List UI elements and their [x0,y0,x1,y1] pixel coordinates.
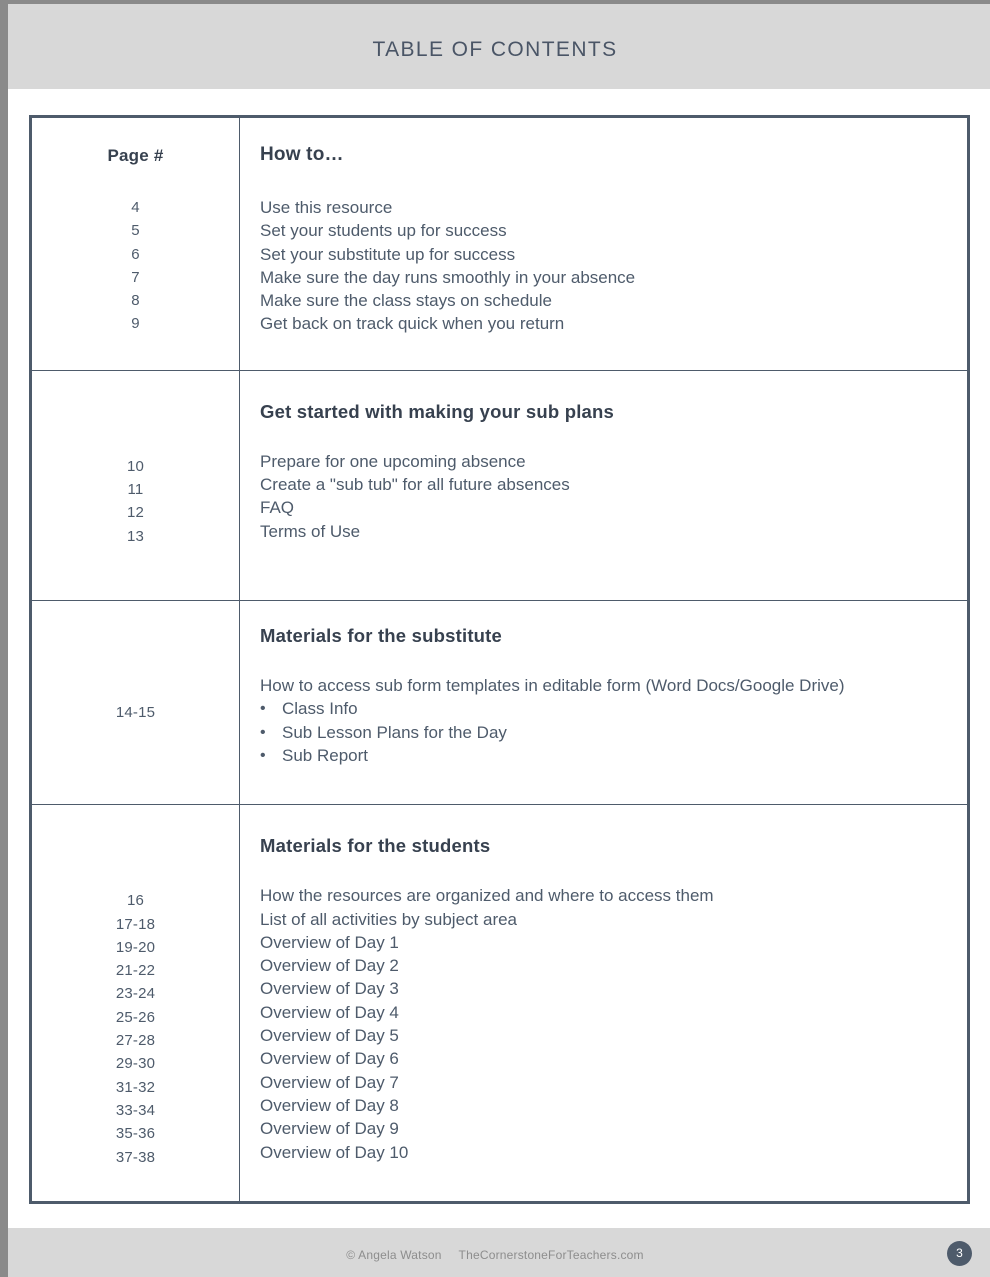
column-header-page: Page # [107,146,164,165]
section-3-page-range: 14-15 [115,703,156,721]
footer-credit [8,1248,982,1262]
section-heading: Get started with making your sub plans [260,400,615,422]
bullet-icon: • [260,723,266,741]
section-4-desc-cell [240,805,968,1202]
toc-entry: FAQ [260,498,295,518]
toc-entry: Create a "sub tub" for all future absences [260,475,570,495]
toc-entry: Overview of Day 7 [260,1072,399,1092]
section-4-page-list [32,889,239,1169]
page-number: 19-20 [115,938,156,956]
toc-entry: Prepare for one upcoming absence [260,451,526,471]
page-number: 4 [131,199,140,216]
page-number: 12 [126,504,145,522]
toc-entry: Make sure the class stays on schedule [260,291,552,311]
bullet-label: Class Info [282,699,358,719]
section-1-desc-cell [240,118,968,371]
section-2-entry-list [240,450,967,543]
page-number: 10 [126,457,145,475]
list-item [260,721,967,744]
page-number: 37-38 [115,1148,156,1166]
page-number: 16 [126,892,145,910]
section-3-desc-cell [240,600,968,804]
page-number: 25-26 [115,1008,156,1026]
table-row [32,805,968,1202]
toc-entry: How the resources are organized and where to access them [260,886,714,906]
toc-entry-intro: How to access sub form templates in editable form (Word Docs/Google Drive) [260,675,845,695]
toc-entry: Overview of Day 4 [260,1002,399,1022]
toc-entry: Overview of Day 9 [260,1119,399,1139]
section-4-entry-list [240,884,967,1164]
page-number: 23-24 [115,985,156,1003]
toc-entry: Set your substitute up for success [260,244,516,264]
section-3-content [240,674,967,767]
section-1-pages-cell [32,118,240,371]
table-row [32,118,968,371]
section-heading: Materials for the substitute [260,624,503,646]
section-1-page-list [32,196,239,336]
toc-entry: Overview of Day 1 [260,932,399,952]
page-number: 17-18 [115,915,156,933]
page-number: 5 [131,222,140,240]
page-number: 33-34 [115,1101,156,1119]
page-footer-band [8,1228,990,1277]
page-number: 8 [131,292,140,310]
column-header-howto: How to… [260,144,344,165]
page-header-band [8,4,990,89]
toc-entry: Overview of Day 5 [260,1026,399,1046]
list-item [260,697,967,720]
page-number: 31-32 [115,1078,156,1096]
section-4-pages-cell [32,805,240,1202]
page-number: 29-30 [115,1055,156,1073]
toc-entry: Set your students up for success [260,221,507,241]
page-number: 7 [131,268,140,286]
toc-entry: Overview of Day 3 [260,979,399,999]
bullet-icon: • [260,700,266,718]
section-3-pages-cell [32,600,240,804]
bullet-icon: • [260,746,266,764]
page-title: TABLE OF CONTENTS [372,38,618,61]
page-number: 27-28 [115,1032,156,1050]
copyright-text: © Angela Watson [346,1248,442,1262]
toc-entry: Overview of Day 6 [260,1049,399,1069]
document-page [8,4,990,1277]
page-number: 13 [126,527,145,545]
section-1-entry-list [240,196,967,336]
page-number: 21-22 [115,962,156,980]
section-2-pages-cell [32,370,240,600]
page-number-badge: 3 [947,1241,972,1266]
toc-entry: Overview of Day 2 [260,956,399,976]
website-text: TheCornerstoneForTeachers.com [458,1248,644,1262]
section-2-desc-cell [240,370,968,600]
section-2-page-list [32,455,239,548]
page-number: 11 [127,481,144,499]
toc-entry: Terms of Use [260,521,361,541]
page-number: 9 [131,315,140,333]
page-number: 35-36 [115,1125,156,1143]
table-of-contents [29,115,970,1204]
toc-entry: List of all activities by subject area [260,909,518,929]
table-row [32,600,968,804]
table-row [32,370,968,600]
toc-entry: Overview of Day 8 [260,1095,399,1115]
page-number: 6 [131,245,140,263]
bullet-label: Sub Report [282,745,368,765]
list-item [260,744,967,767]
toc-entry: Get back on track quick when you return [260,314,565,334]
section-heading: Materials for the students [260,835,491,857]
toc-entry: Use this resource [260,198,393,217]
bullet-label: Sub Lesson Plans for the Day [282,722,507,742]
toc-entry: Make sure the day runs smoothly in your absence [260,267,636,287]
toc-entry: Overview of Day 10 [260,1142,409,1162]
